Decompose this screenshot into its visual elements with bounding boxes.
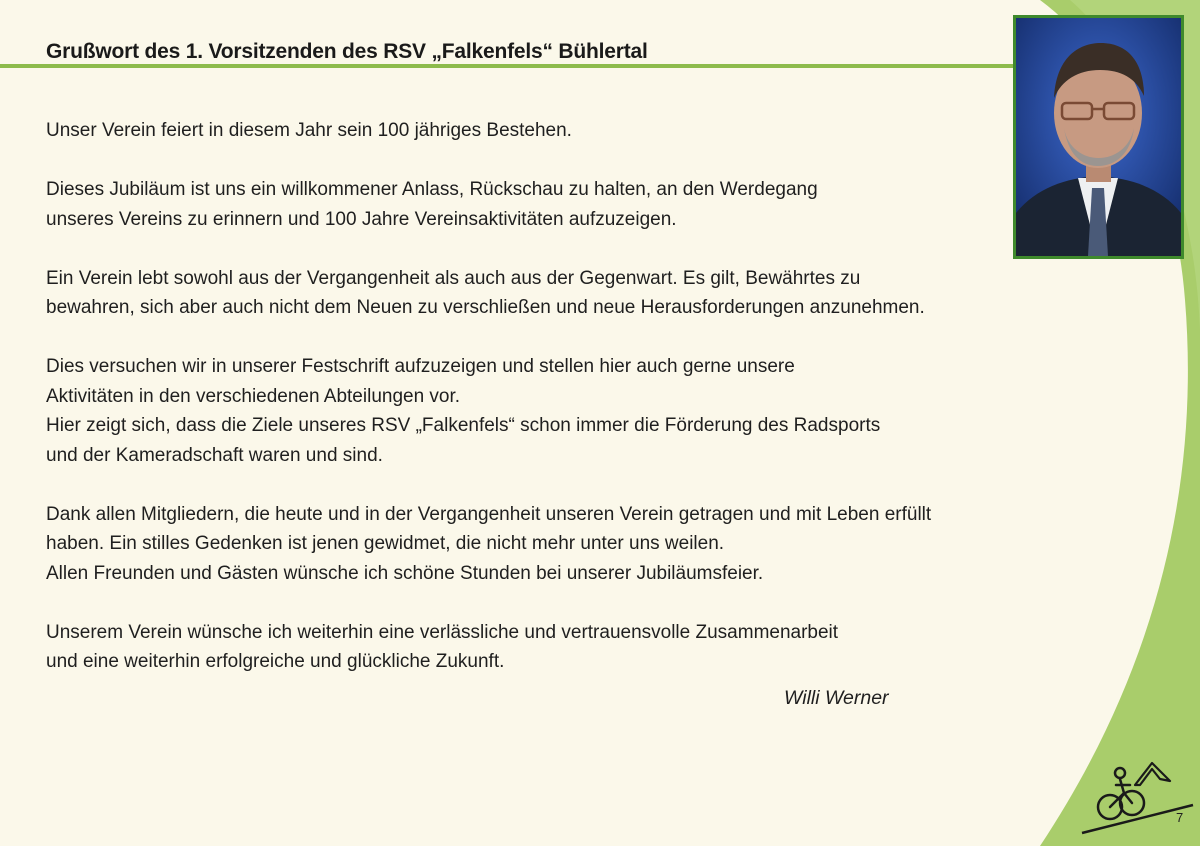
text-line: unseres Vereins zu erinnern und 100 Jahre Vereinsaktivitäten aufzuzeigen. — [46, 208, 677, 230]
text-line: Aktivitäten in den verschiedenen Abteilungen vor. — [46, 385, 461, 407]
paragraph — [46, 352, 1106, 470]
text-line: Dank allen Mitgliedern, die heute und in der Vergangenheit unseren Verein getragen und mit Leben erfüllt — [46, 503, 932, 525]
text-line: Allen Freunden und Gästen wünsche ich schöne Stunden bei unserer Jubiläumsfeier. — [46, 562, 764, 584]
page-number: 7 — [1176, 810, 1184, 825]
text-line: haben. Ein stilles Gedenken ist jenen gewidmet, die nicht mehr unter uns weilen. — [46, 533, 725, 554]
text-line: und eine weiterhin erfolgreiche und glückliche Zukunft. — [46, 651, 505, 672]
text-line: Unserem Verein wünsche ich weiterhin eine verlässliche und vertrauensvolle Zusammenarbeit — [46, 621, 839, 643]
text-line: Dieses Jubiläum ist uns ein willkommener Anlass, Rückschau zu halten, an den Werdegang — [46, 179, 818, 200]
text-line: Hier zeigt sich, dass die Ziele unseres RSV „Falkenfels“ schon immer die Förderung des Radsports — [46, 415, 881, 436]
paragraph — [46, 264, 1106, 323]
paragraph — [46, 175, 1106, 234]
title-underline — [0, 64, 1016, 68]
page-title: Grußwort des 1. Vorsitzenden des RSV „Falkenfels“ Bühlertal — [46, 40, 648, 63]
text-line: Unser Verein feiert in diesem Jahr sein 100 jähriges Bestehen. — [46, 120, 572, 141]
paragraph — [46, 116, 1106, 146]
greeting-text — [46, 116, 1106, 706]
paragraph — [46, 500, 1106, 589]
text-line: bewahren, sich aber auch nicht dem Neuen zu verschließen und neue Herausforderungen anzunehmen. — [46, 297, 925, 318]
text-line: und der Kameradschaft waren und sind. — [46, 444, 383, 466]
paragraph — [46, 618, 1106, 677]
text-line: Ein Verein lebt sowohl aus der Vergangenheit als auch aus der Gegenwart. Es gilt, Bewährtes zu — [46, 267, 861, 289]
text-line: Dies versuchen wir in unserer Festschrift aufzuzeigen und stellen hier auch gerne unsere — [46, 356, 795, 377]
signature: Willi Werner — [784, 687, 889, 709]
